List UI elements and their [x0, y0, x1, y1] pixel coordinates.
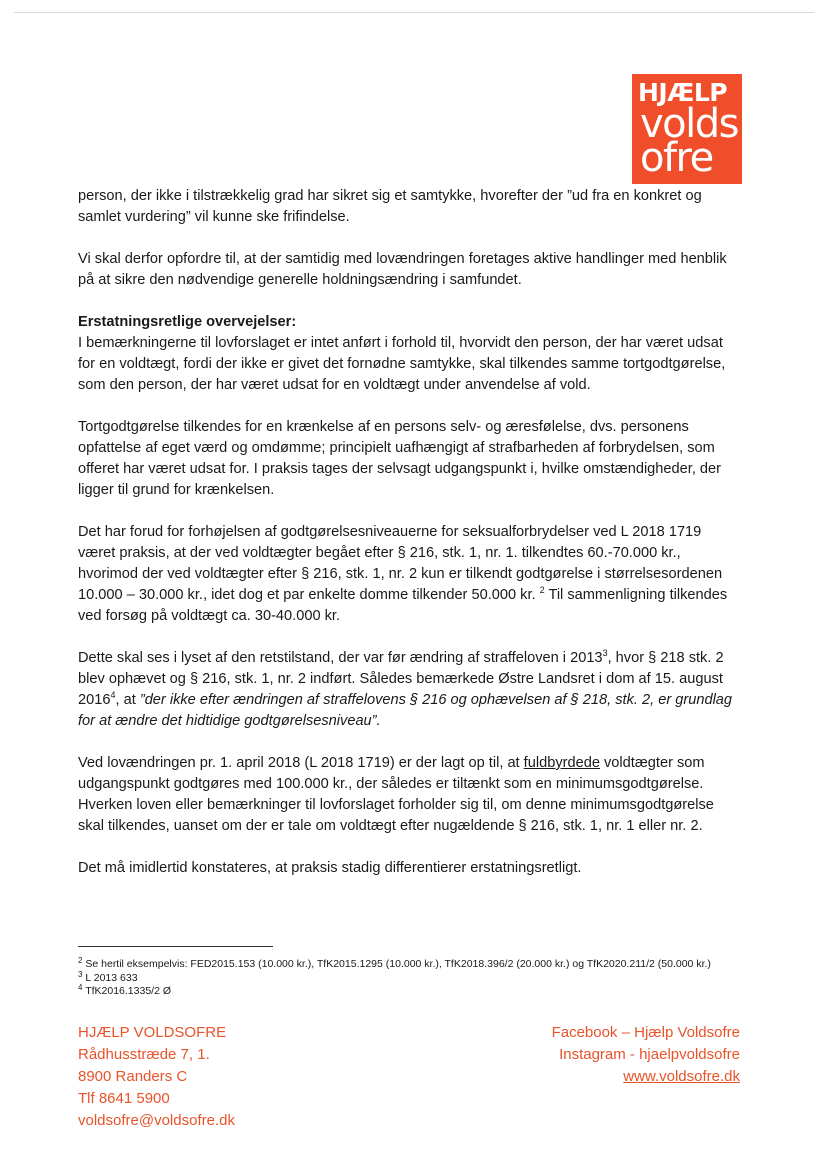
footnote-text: Se hertil eksempelvis: FED2015.153 (10.000 kr.), TfK2015.1295 (10.000 kr.), TfK2018.396/2 (20.000 kr.) og TfK2020.211/2 (50.000 kr.) — [85, 958, 711, 970]
paragraph-7 — [78, 753, 742, 837]
footnote-3 — [78, 969, 742, 986]
footnote-ref-3: 3 — [602, 648, 608, 658]
paragraph-6-text: Dette skal ses i lyset af den retstilstand, der var før ændring af straffeloven i 2013 — [78, 650, 603, 666]
logo-line-3: ofre — [640, 135, 713, 181]
paragraph-5 — [78, 522, 742, 627]
paragraph-4: Tortgodtgørelse tilkendes for en krænkelse af en persons selv- og æresfølelse, dvs. personens opfattelse af eget værd og omdømme; principielt uafhængigt af strafbarheden af forbrydelsen, som offeret har været udsat for. I praksis tages der selvsagt udgangspunkt i, hvilke omstændigheder, der ligger til grund for krænkelsen. — [78, 419, 722, 498]
footnotes — [78, 958, 742, 999]
paragraph-2: Vi skal derfor opfordre til, at der samtidig med lovændringen foretages aktive handlinger med henblik på at sikre den nødvendige generelle holdningsændring i samfundet. — [78, 251, 727, 288]
paragraph-6-mid: , hvor § 218 stk. 2 blev ophævet og § 216, stk. 1, nr. 2 indført. Således bemærkede Østre Landsret i dom af 15. august 2016 — [78, 650, 724, 708]
logo-line-1: HJÆLP — [638, 78, 728, 107]
letter-body — [78, 186, 742, 900]
footnote-ref-4: 4 — [110, 690, 116, 700]
website-link[interactable]: www.voldsofre.dk — [623, 1068, 740, 1085]
phone-number[interactable]: Tlf 8641 5900 — [78, 1090, 170, 1107]
paragraph-3: I bemærkningerne til lovforslaget er intet anført i forhold til, hvorvidt den person, der har været udsat for en voldtægt, fordi der ikke er givet det fornødne samtykke, skal tilkendes samme tortgodtgørelse, som den person, der har været udsat for en voldtægt under anvendelse af vold. — [78, 335, 726, 393]
paragraph-7-text: Ved lovændringen pr. 1. april 2018 (L 2018 1719) er der lagt op til, at — [78, 755, 524, 771]
section-heading: Erstatningsretlige overvejelser: — [78, 314, 297, 330]
underlined-word: fuldbyrdede — [523, 755, 600, 771]
instagram-link[interactable]: Instagram - hjaelpvoldsofre — [559, 1046, 740, 1063]
postal-city: 8900 Randers C — [78, 1068, 188, 1085]
social-links — [552, 1022, 740, 1088]
email-address[interactable]: voldsofre@voldsofre.dk — [78, 1112, 235, 1129]
org-name: HJÆLP VOLDSOFRE — [78, 1024, 227, 1041]
footnote-text: TfK2016.1335/2 Ø — [85, 985, 171, 997]
paragraph-6-lead: , at — [115, 692, 140, 708]
footnote-2 — [78, 958, 742, 972]
hjaelp-voldsofre-logo — [632, 74, 742, 184]
paragraph-5-tail: Til sammenligning tilkendes ved forsøg på voldtægt ca. 30-40.000 kr. — [78, 587, 728, 624]
paragraph-5-text: Det har forud for forhøjelsen af godtgørelsesniveauerne for seksualforbrydelser ved L 2018 1719 været praksis, at der ved voldtægter begået efter § 216, stk. 1, nr. 1. tilkendtes 60.-70.000 kr., hvorimod der ved voldtægter efter § 216, stk. 1, nr. 2 kun er tilkendt godtgørelse i størrelsesordenen 10.000 – 30.000 kr., idet dog et par enkelte domme tilkender 50.000 kr. — [78, 524, 723, 603]
paragraph-8: Det må imidlertid konstateres, at praksis stadig differentierer erstatningsretligt. — [78, 860, 582, 876]
logo-line-2: volds — [640, 101, 738, 147]
top-rule — [14, 12, 814, 13]
paragraph-1: person, der ikke i tilstrækkelig grad har sikret sig et samtykke, hvorefter der ”ud fra en konkret og samlet vurdering” vil kunne ske frifindelse. — [78, 188, 702, 225]
footnote-4 — [78, 985, 742, 999]
footnote-number: 3 — [78, 969, 83, 979]
footnote-number: 4 — [78, 983, 83, 992]
footnote-ref-2: 2 — [539, 585, 545, 595]
paragraph-7-tail: voldtægter som udgangspunkt godtgøres med 100.000 kr., der således er tiltænkt som en minimumsgodtgørelse. Hverken loven eller bemærkninger til lovforslaget forholder sig til, om denne minimumsgodtgørelse skal tilkendes, uanset om der er tale om voldtægt efter nugældende § 216, stk. 1, nr. 1 eller nr. 2. — [78, 755, 714, 834]
footnote-number: 2 — [78, 956, 83, 965]
street-address: Rådhusstræde 7, 1. — [78, 1046, 210, 1063]
section-erstatning — [78, 312, 742, 396]
footnote-text: L 2013 633 — [85, 971, 138, 984]
facebook-link[interactable]: Facebook – Hjælp Voldsofre — [551, 1024, 740, 1041]
court-quote: ”der ikke efter ændringen af straffelovens § 216 og ophævelsen af § 218, stk. 2, er grundlag for at ændre det hidtidige godtgørelsesniveau”. — [78, 692, 733, 729]
footnote-separator — [78, 946, 273, 947]
paragraph-6 — [78, 648, 742, 732]
contact-address — [78, 1022, 235, 1132]
